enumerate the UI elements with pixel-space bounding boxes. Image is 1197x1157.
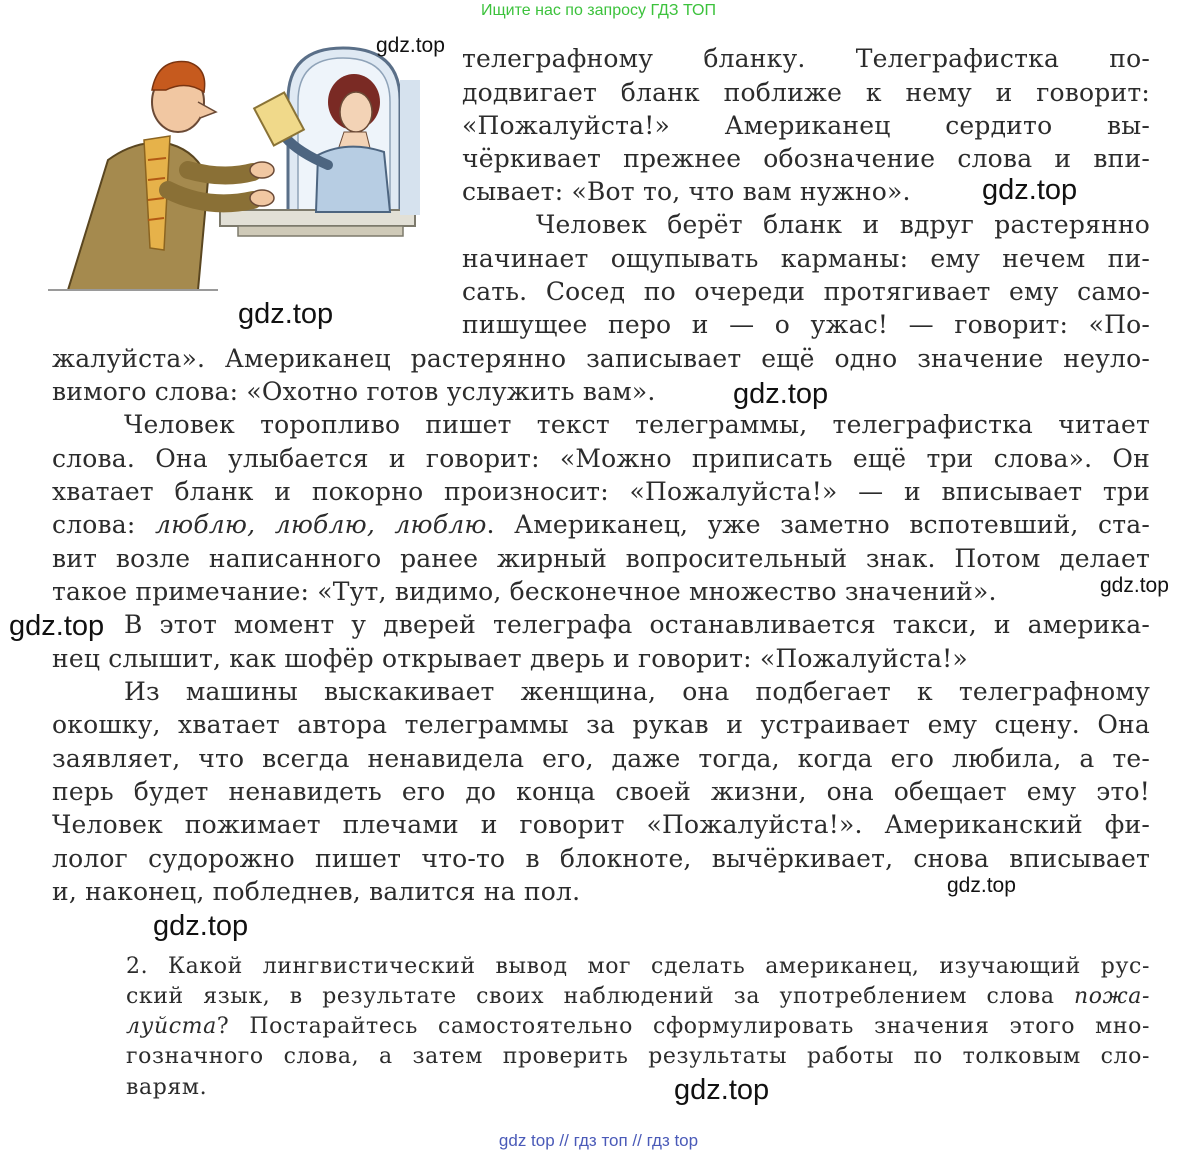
watermark: gdz.top xyxy=(238,298,334,330)
text-line: вимого слова: «Охотно готов услужить вам». xyxy=(52,377,656,406)
text-line: пишущее перо и — о ужас! — говорит: «По- xyxy=(462,310,1150,339)
watermark: gdz.top xyxy=(153,910,249,942)
text-line: перь будет ненавидеть его до конца своей жизни, она обещает ему это! xyxy=(52,777,1150,806)
text-line: окошку, хватает автора телеграммы за рукав и устраивает ему сцену. Она xyxy=(52,710,1150,739)
text-line: Человек торопливо пишет текст телеграммы, телеграфистка читает xyxy=(124,410,1150,439)
text-line: вит возле написанного ранее жирный вопросительный знак. Потом делает xyxy=(52,544,1150,573)
text-line: нец слышит, как шофёр открывает дверь и говорит: «Пожалуйста!» xyxy=(52,644,968,673)
watermark: gdz.top xyxy=(947,874,1016,897)
footer-links[interactable]: gdz top // гдз топ // гдз top xyxy=(498,1131,699,1150)
text-line: В этот момент у дверей телеграфа останавливается такси, и америка- xyxy=(124,610,1150,639)
italic-words: люблю, люблю, люблю xyxy=(155,510,487,539)
text-span: ? Постарайтесь самостоятельно сформулировать значения этого мно- xyxy=(216,1014,1150,1039)
watermark: gdz.top xyxy=(982,174,1078,206)
text-line: телеграфному бланку. Телеграфистка по- xyxy=(462,44,1150,73)
text-line: чёркивает прежнее обозначение слова и впи- xyxy=(462,144,1150,173)
text-line: сывает: «Вот то, что вам нужно». xyxy=(462,177,911,206)
text-line: такое примечание: «Тут, видимо, бесконечное множество значений». xyxy=(52,577,997,606)
text-line: слова. Она улыбается и говорит: «Можно приписать ещё три слова». Он xyxy=(52,444,1150,473)
top-banner[interactable]: Ищите нас по запросу ГДЗ ТОП xyxy=(481,2,716,19)
watermark: gdz.top xyxy=(674,1074,770,1106)
italic-word: луйста xyxy=(126,1014,217,1039)
text-line: Человек пожимает плечами и говорит «Пожалуйста!». Американский фи- xyxy=(52,810,1150,839)
watermark: gdz.top xyxy=(9,610,105,642)
italic-word: пожа- xyxy=(1074,984,1150,1009)
text-line: начинает ощупывать карманы: ему нечем пи- xyxy=(462,244,1150,273)
text-line xyxy=(52,508,1150,541)
text-line: Из машины выскакивает женщина, она подбегает к телеграфному xyxy=(124,677,1150,706)
watermark: gdz.top xyxy=(1100,574,1169,597)
text-line: додвигает бланк поближе к нему и говорит: xyxy=(462,78,1150,107)
question-line: 2. Какой лингвистический вывод мог сделать американец, изучающий рус- xyxy=(126,954,1150,979)
question-line: варям. xyxy=(126,1075,208,1100)
text-line: и, наконец, побледнев, валится на пол. xyxy=(52,877,581,906)
question-line xyxy=(126,1010,1150,1043)
text-span: слова: xyxy=(52,510,155,539)
telegraph-illustration xyxy=(48,40,440,295)
text-line: Человек берёт бланк и вдруг растерянно xyxy=(536,210,1150,239)
question-line xyxy=(126,980,1150,1013)
watermark: gdz.top xyxy=(376,34,445,57)
text-line: заявляет, что всегда ненавидела его, даже тогда, когда его любила, а те- xyxy=(52,744,1150,773)
text-line: сать. Сосед по очереди протягивает ему само- xyxy=(462,277,1150,306)
text-line: «Пожалуйста!» Американец сердито вы- xyxy=(462,111,1150,140)
text-line: хватает бланк и покорно произносит: «Пожалуйста!» — и вписывает три xyxy=(52,477,1150,506)
text-line: лолог судорожно пишет что-то в блокноте, вычёркивает, снова вписывает xyxy=(52,844,1150,873)
text-line: жалуйста». Американец растерянно записывает ещё одно значение неуло- xyxy=(52,344,1150,373)
text-span: . Американец, уже заметно вспотевший, ста- xyxy=(486,510,1151,539)
text-span: ский язык, в результате своих наблюдений за употреблением слова xyxy=(126,984,1075,1009)
watermark: gdz.top xyxy=(733,378,829,410)
question-line: гозначного слова, а затем проверить результаты работы по толковым сло- xyxy=(126,1044,1150,1069)
